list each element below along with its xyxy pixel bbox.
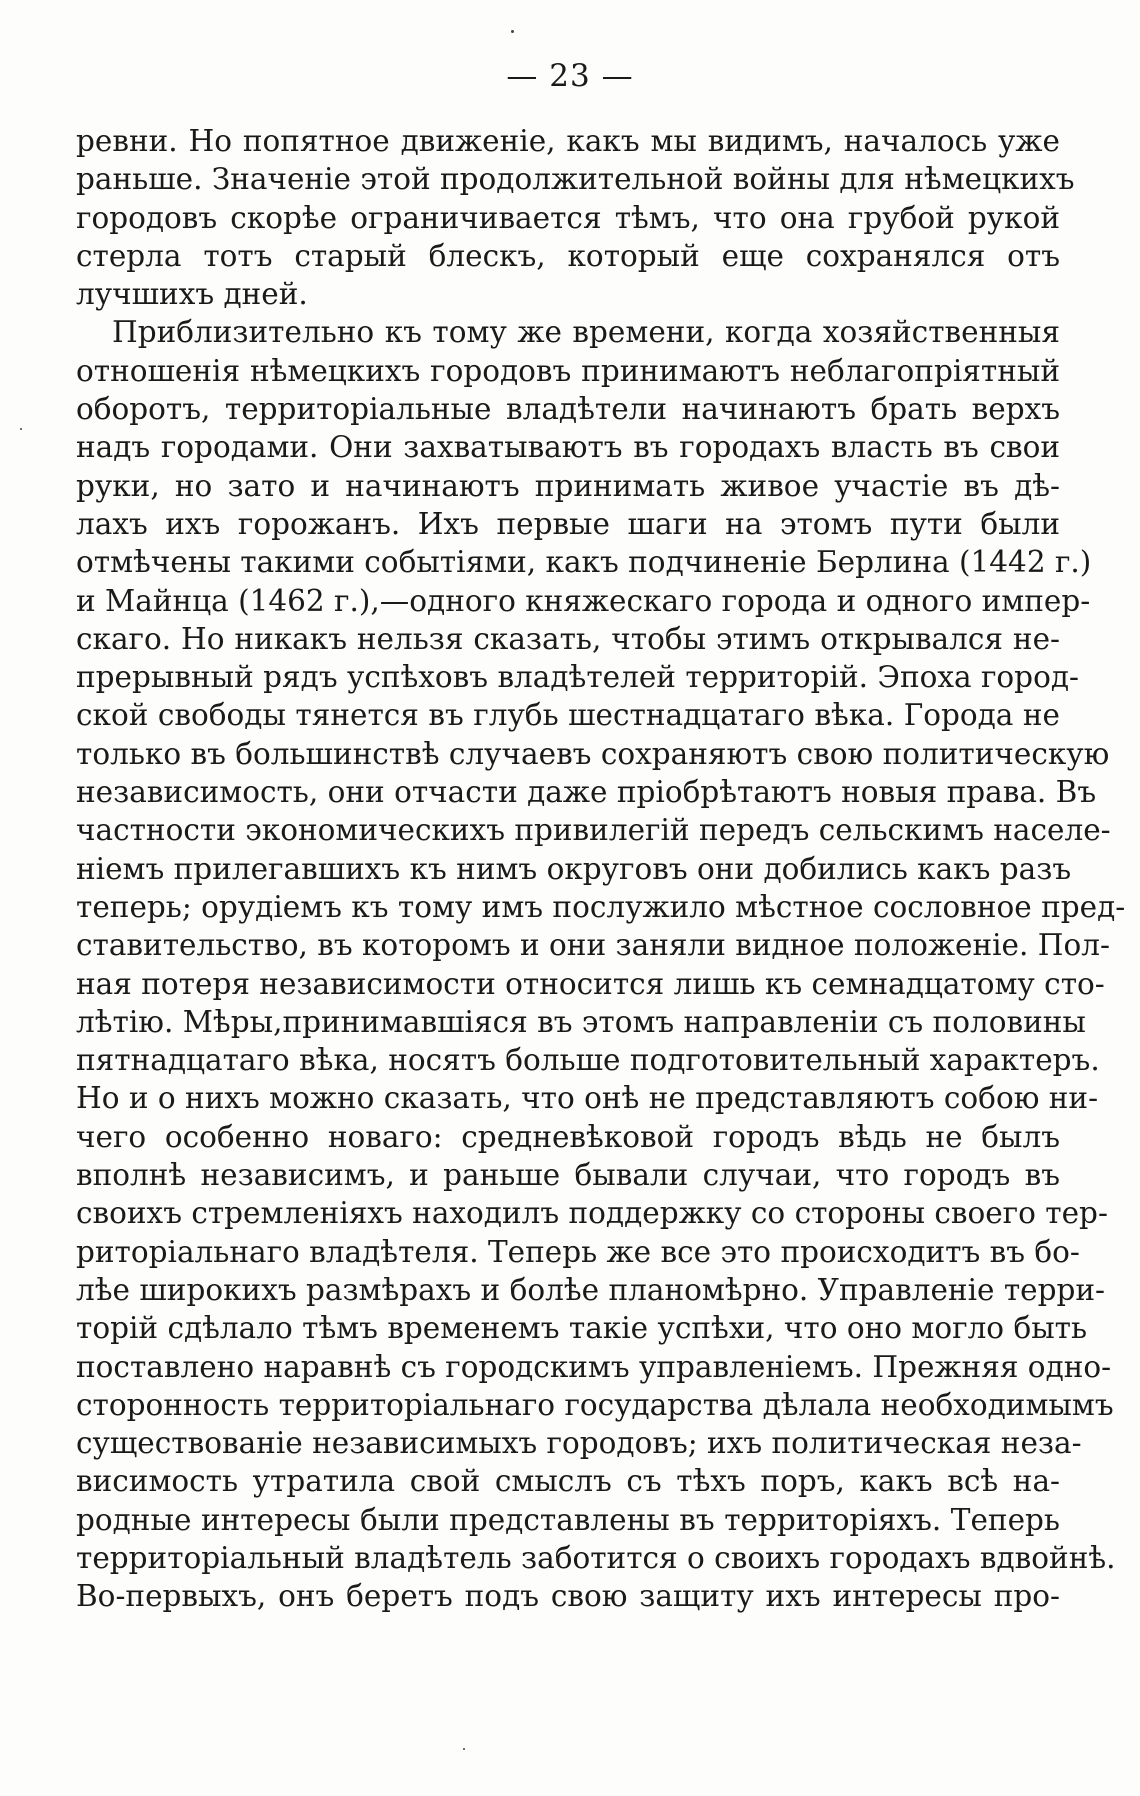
text-line: отмѣчены такими событiями, какъ подчиненiе Берлина (1442 г.)	[76, 545, 1092, 580]
text-line: раньше. Значенiе этой продолжительной войны для нѣмецкихъ	[76, 162, 1075, 197]
text-line: частности экономическихъ привилегiй передъ сельскимъ населе-	[76, 813, 1111, 848]
ink-speck	[511, 30, 514, 33]
text-line: чего особенно новаго: средневѣковой городъ вѣдь не былъ	[76, 1119, 1060, 1154]
paragraph-1	[76, 122, 1075, 313]
text-line: скаго. Но никакъ нельзя сказать, чтобы этимъ открывался не-	[76, 621, 1060, 656]
ink-speck	[20, 428, 22, 430]
text-line: Во-первыхъ, онъ беретъ подъ свою защиту ихъ интересы про-	[76, 1579, 1060, 1614]
text-line: ная потеря независимости относится лишь къ семнадцатому сто-	[76, 966, 1105, 1001]
text-line: надъ городами. Они захватываютъ въ городахъ власть въ свои	[76, 430, 1060, 465]
text-line: ставительство, въ которомъ и они заняли видное положенiе. Пол-	[76, 928, 1110, 963]
text-line: лѣтiю. Мѣры,принимавшiяся въ этомъ направленiи съ половины	[76, 1004, 1086, 1039]
text-line: риторiальнаго владѣтеля. Теперь же все это происходитъ въ бо-	[76, 1234, 1080, 1269]
page-number: — 23 —	[506, 58, 634, 94]
text-line: своихъ стремленiяхъ находилъ поддержку со стороны своего тер-	[76, 1196, 1108, 1231]
text-line: теперь; орудiемъ къ тому имъ послужило мѣстное сословное пред-	[76, 889, 1126, 924]
text-line: руки, но зато и начинаютъ принимать живое участiе въ дѣ-	[76, 468, 1060, 503]
text-line: прерывный рядъ успѣховъ владѣтелей территорiй. Эпоха город-	[76, 660, 1079, 695]
text-line: пятнадцатаго вѣка, носятъ больше подготовительный характеръ.	[76, 1043, 1100, 1078]
text-line: оборотъ, территорiальные владѣтели начинаютъ брать верхъ	[76, 392, 1060, 427]
text-line: Но и о нихъ можно сказать, что онѣ не представляютъ собою ни-	[76, 1081, 1099, 1116]
text-line: отношенiя нѣмецкихъ городовъ принимаютъ неблагопрiятный	[76, 353, 1060, 388]
text-line: территорiальный владѣтель заботится о своихъ городахъ вдвойнѣ.	[76, 1540, 1116, 1575]
text-line: нiемъ прилегавшихъ къ нимъ округовъ они добились какъ разъ	[76, 851, 1072, 886]
text-line: Приблизительно къ тому же времени, когда хозяйственныя	[112, 315, 1060, 350]
text-line: вполнѣ независимъ, и раньше бывали случаи, что городъ въ	[76, 1158, 1060, 1193]
text-line: поставлено наравнѣ съ городскимъ управленiемъ. Прежняя одно-	[76, 1349, 1112, 1384]
text-line: независимость, они отчасти даже прiобрѣтаютъ новыя права. Въ	[76, 775, 1097, 810]
text-line: сторонность территорiальнаго государства дѣлала необходимымъ	[76, 1387, 1114, 1422]
text-line: висимость утратила свой смыслъ съ тѣхъ поръ, какъ всѣ на-	[76, 1464, 1060, 1499]
text-line: и Майнца (1462 г.),—одного княжескаго города и одного импер-	[76, 583, 1091, 618]
text-line: городовъ скорѣе ограничивается тѣмъ, что она грубой рукой	[76, 200, 1060, 235]
paragraph-2	[76, 313, 1126, 1615]
text-line: лахъ ихъ горожанъ. Ихъ первые шаги на этомъ пути были	[76, 506, 1060, 541]
ink-speck	[463, 1748, 465, 1750]
text-line: существованiе независимыхъ городовъ; ихъ политическая неза-	[76, 1426, 1082, 1461]
text-line: родные интересы были представлены въ территорiяхъ. Теперь	[76, 1502, 1060, 1537]
text-line: только въ большинствѣ случаевъ сохраняютъ свою политическую	[76, 736, 1110, 771]
text-line: лучшихъ дней.	[76, 277, 308, 312]
text-line: ревни. Но попятное движенiе, какъ мы видимъ, началось уже	[76, 124, 1060, 158]
text-line: торiй сдѣлало тѣмъ временемъ такiе успѣхи, что оно могло быть	[76, 1311, 1088, 1346]
text-line: ской свободы тянется въ глубь шестнадцатаго вѣка. Города не	[76, 698, 1060, 733]
text-line: лѣе широкихъ размѣрахъ и болѣе планомѣрно. Управленiе терри-	[76, 1272, 1106, 1307]
text-line: стерла тотъ старый блескъ, который еще сохранялся отъ	[76, 238, 1060, 273]
body-text	[76, 122, 1126, 1616]
